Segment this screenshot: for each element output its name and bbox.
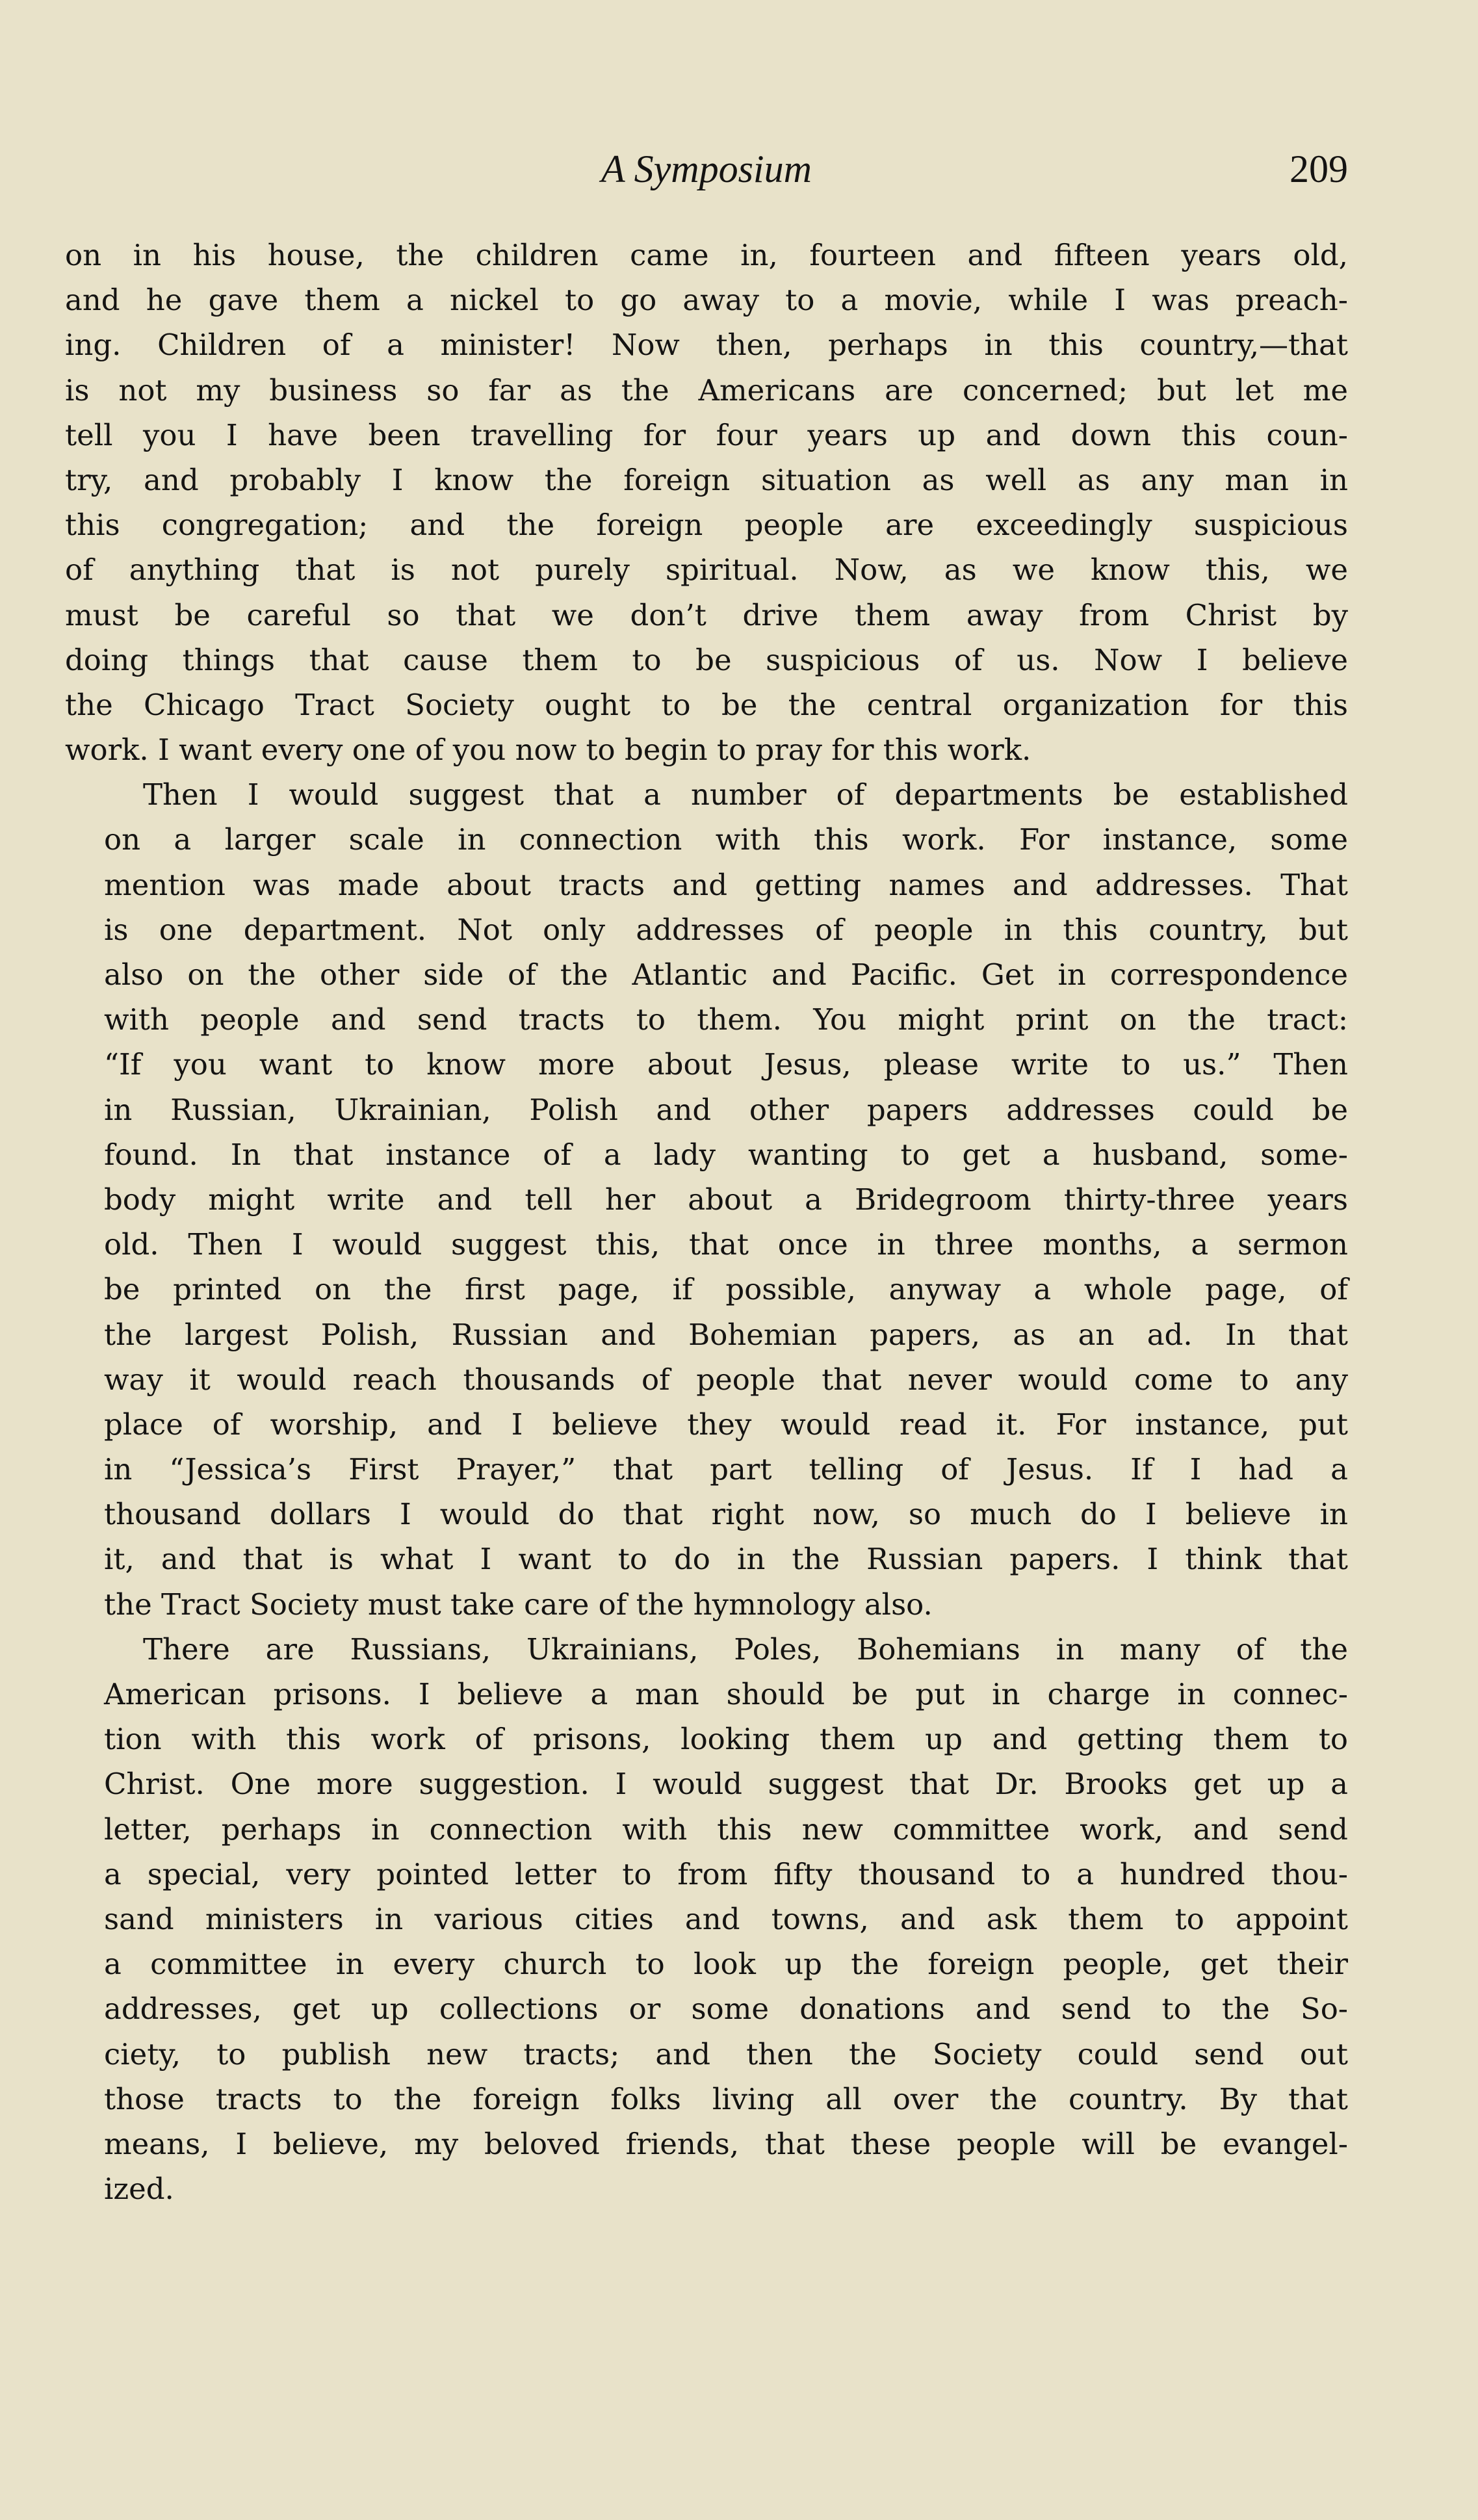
body-text bbox=[65, 233, 1348, 2211]
text-line: of anything that is not purely spiritual. Now, as we know this, we bbox=[65, 552, 1348, 588]
text-line: ing. Children of a minister! Now then, perhaps in this country,—that bbox=[65, 328, 1348, 363]
text-line: those tracts to the foreign folks living all over the country. By that bbox=[104, 2081, 1348, 2116]
text-line: a special, very pointed letter to from fifty thousand to a hundred thou- bbox=[104, 1856, 1348, 1891]
text-line: mention was made about tracts and getting names and addresses. That bbox=[104, 867, 1348, 902]
text-line: Christ. One more suggestion. I would suggest that Dr. Brooks get up a bbox=[104, 1767, 1348, 1802]
text-line: on in his house, the children came in, fourteen and fifteen years old, bbox=[65, 238, 1348, 272]
text-line: letter, perhaps in connection with this new committee work, and send bbox=[104, 1812, 1348, 1847]
text-line: means, I believe, my beloved friends, that these people will be evangel- bbox=[104, 2126, 1348, 2161]
text-line: try, and probably I know the foreign situation as well as any man in bbox=[65, 462, 1348, 497]
text-line: place of worship, and I believe they would read it. For instance, put bbox=[104, 1407, 1348, 1442]
text-line: way it would reach thousands of people that never would come to any bbox=[104, 1362, 1348, 1397]
text-line: doing things that cause them to be suspicious of us. Now I believe bbox=[65, 642, 1348, 677]
text-line: also on the other side of the Atlantic and Pacific. Get in correspondence bbox=[104, 957, 1348, 992]
text-line: be printed on the first page, if possible, anyway a whole page, of bbox=[104, 1272, 1348, 1307]
text-line: body might write and tell her about a Bridegroom thirty-three years bbox=[104, 1182, 1348, 1217]
text-line: this congregation; and the foreign people are exceedingly suspicious bbox=[65, 508, 1348, 543]
text-line: “If you want to know more about Jesus, please write to us.” Then bbox=[104, 1047, 1348, 1082]
text-line: on a larger scale in connection with this work. For instance, some bbox=[104, 822, 1348, 857]
text-line: in “Jessica’s First Prayer,” that part telling of Jesus. If I had a bbox=[104, 1452, 1348, 1487]
text-line: it, and that is what I want to do in the Russian papers. I think that bbox=[104, 1542, 1348, 1577]
paragraph bbox=[65, 1627, 1348, 2211]
text-line: tell you I have been travelling for four years up and down this coun- bbox=[65, 417, 1348, 452]
text-line: tion with this work of prisons, looking them up and getting them to bbox=[104, 1722, 1348, 1757]
text-line: the Tract Society must take care of the hymnology also. bbox=[104, 1587, 933, 1622]
running-title: A Symposium bbox=[601, 148, 812, 190]
text-line: ciety, to publish new tracts; and then the Society could send out bbox=[104, 2036, 1348, 2072]
text-line: There are Russians, Ukrainians, Poles, Bohemians in many of the bbox=[143, 1631, 1348, 1667]
text-line: American prisons. I believe a man should be put in charge in connec- bbox=[104, 1677, 1348, 1711]
text-line: old. Then I would suggest this, that once in three months, a sermon bbox=[104, 1227, 1348, 1262]
running-header bbox=[65, 140, 1348, 198]
text-line: found. In that instance of a lady wanting to get a husband, some- bbox=[104, 1137, 1348, 1172]
text-line: work. I want every one of you now to begin to pray for this work. bbox=[65, 733, 1031, 768]
text-line: with people and send tracts to them. You might print on the tract: bbox=[104, 1002, 1348, 1037]
paragraph bbox=[65, 772, 1348, 1627]
text-line: the Chicago Tract Society ought to be the central organization for this bbox=[65, 687, 1348, 722]
text-line: sand ministers in various cities and towns, and ask them to appoint bbox=[104, 1901, 1348, 1936]
page-number: 209 bbox=[1290, 148, 1348, 190]
paragraph bbox=[65, 233, 1348, 772]
text-line: in Russian, Ukrainian, Polish and other papers addresses could be bbox=[104, 1092, 1348, 1127]
text-line: is not my business so far as the Americans are concerned; but let me bbox=[65, 372, 1348, 408]
text-line: addresses, get up collections or some donations and send to the So- bbox=[104, 1992, 1348, 2027]
text-line: and he gave them a nickel to go away to a movie, while I was preach- bbox=[65, 283, 1348, 318]
text-line: thousand dollars I would do that right now, so much do I believe in bbox=[104, 1497, 1348, 1532]
text-line: ized. bbox=[104, 2172, 174, 2207]
text-line: a committee in every church to look up the foreign people, get their bbox=[104, 1947, 1348, 1982]
text-line: is one department. Not only addresses of people in this country, but bbox=[104, 912, 1348, 947]
text-line: Then I would suggest that a number of departments be established bbox=[143, 777, 1348, 812]
text-line: the largest Polish, Russian and Bohemian papers, as an ad. In that bbox=[104, 1317, 1348, 1352]
text-line: must be careful so that we don’t drive them away from Christ by bbox=[65, 597, 1348, 632]
